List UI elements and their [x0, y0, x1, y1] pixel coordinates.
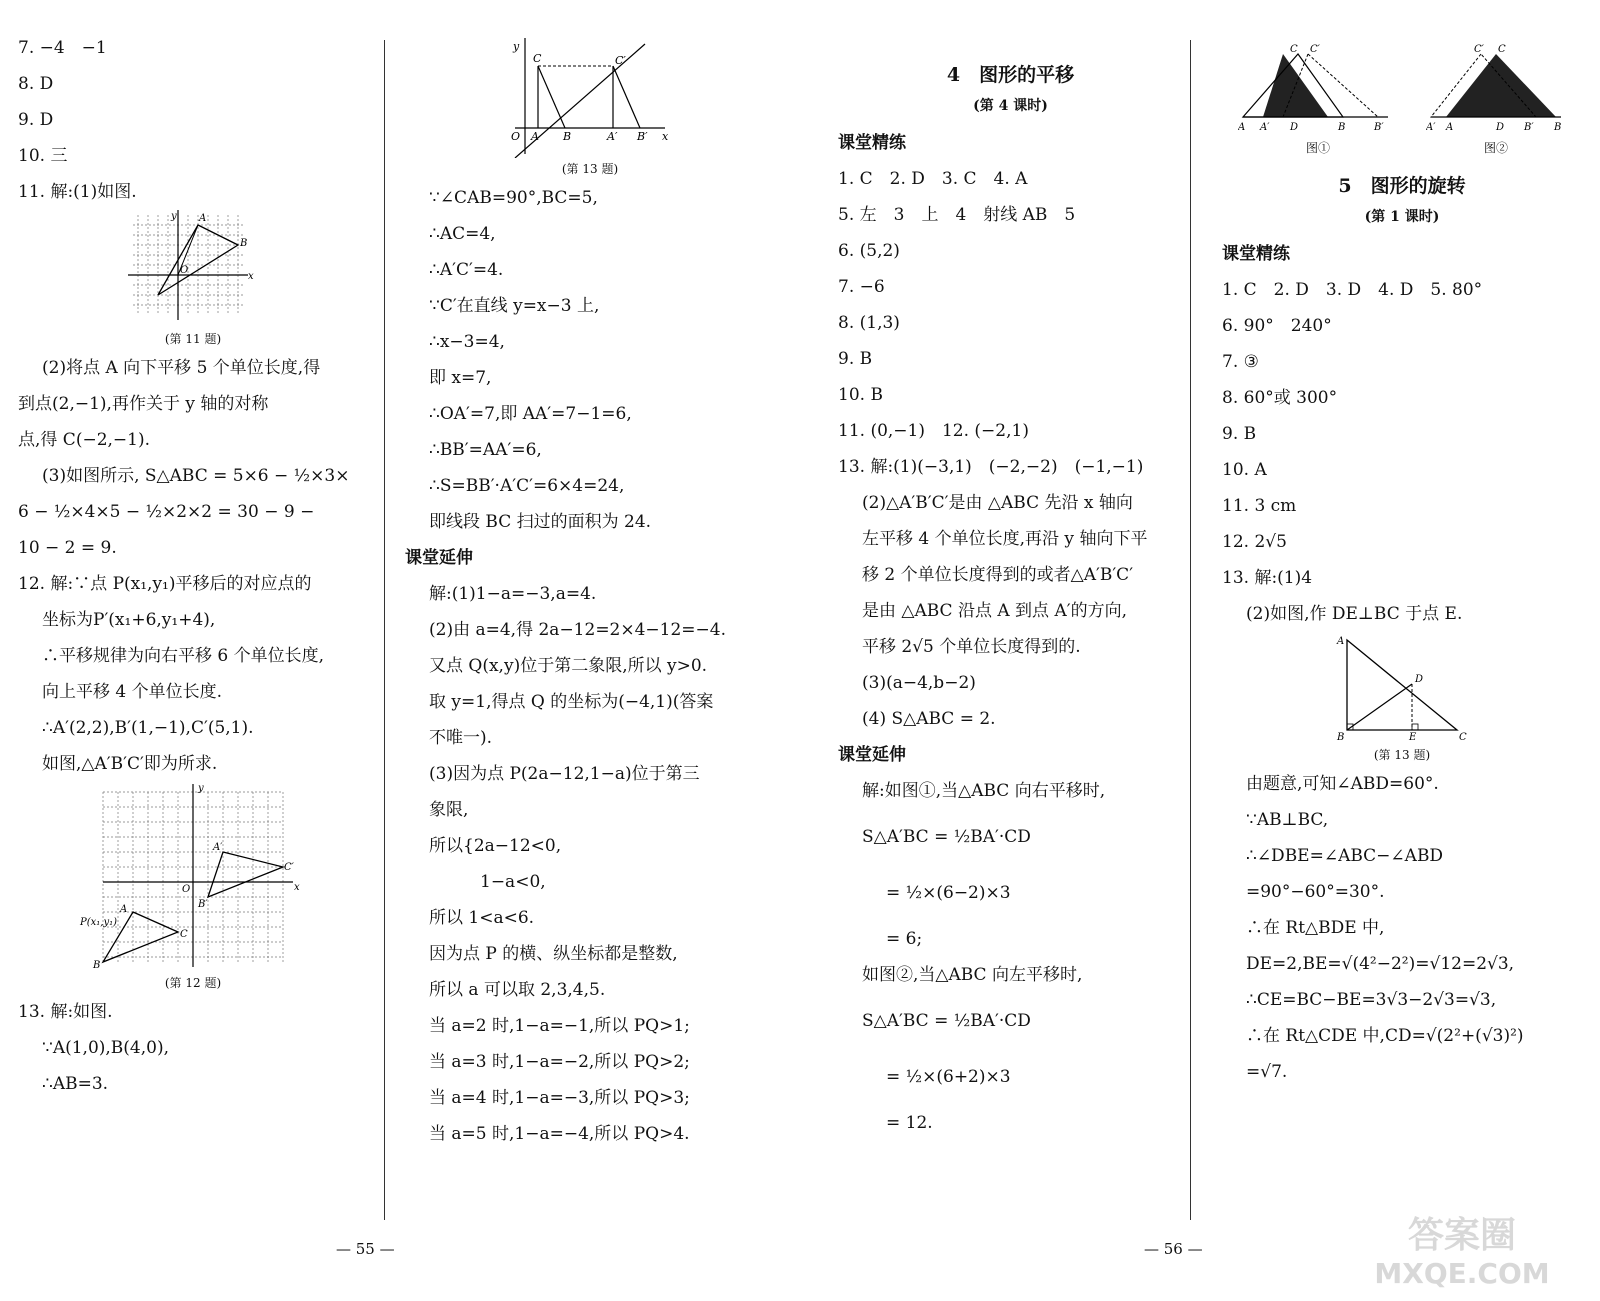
answer-line: ∵A(1,0),B(4,0),	[42, 1038, 169, 1058]
fig12-label-o: O	[182, 884, 191, 895]
column-3	[838, 48, 1183, 1141]
answer-line: (3)因为点 P(2a−12,1−a)位于第三	[429, 764, 700, 784]
answer-line: ∴在 Rt△CDE 中,CD=√(2²+(√3)²)	[1246, 1026, 1524, 1046]
column-divider	[1190, 40, 1191, 1220]
fig11-label-y: y	[171, 211, 177, 222]
answer-line: ∴x−3=4,	[429, 332, 505, 352]
answer-line: S△A′BC = ½BA′·CD	[862, 827, 1031, 847]
answer-line: 8. (1,3)	[838, 313, 900, 333]
answer-line: 13. 解:(1)(−3,1) (−2,−2) (−1,−1)	[838, 457, 1144, 477]
figure-2	[1426, 42, 1566, 132]
answer-line: 由题意,可知∠ABD=60°.	[1246, 774, 1439, 794]
fig2-label-c: C	[1498, 44, 1506, 55]
fig12-label-b: B	[93, 960, 101, 971]
lesson-subtitle: (第 4 课时)	[973, 98, 1048, 114]
fig12-label-y: y	[198, 783, 204, 794]
fig13-label-a1: A′	[607, 130, 618, 143]
answer-line: = 12.	[886, 1113, 933, 1133]
figure-12-caption: (第 12 题)	[164, 976, 222, 990]
figure-1	[1238, 42, 1398, 132]
answer-line: 不唯一).	[429, 728, 493, 748]
answer-line: 10. A	[1222, 460, 1267, 480]
watermark-line2: MXQE.COM	[1374, 1257, 1550, 1290]
answer-line: 7. −4 −1	[18, 38, 107, 58]
answer-line: ∴A′(2,2),B′(1,−1),C′(5,1).	[42, 718, 254, 738]
fig12-label-p: P(x₁,y₁)	[80, 917, 118, 928]
answer-line: ∴CE=BC−BE=3√3−2√3=√3,	[1246, 990, 1497, 1010]
answer-line: 1. C 2. D 3. D 4. D 5. 80°	[1222, 280, 1483, 300]
answer-line: ∴AB=3.	[42, 1074, 109, 1094]
answer-line: 9. B	[838, 349, 873, 369]
fig13-label-y: y	[513, 40, 520, 53]
answer-line: 即线段 BC 扫过的面积为 24.	[429, 512, 652, 532]
answer-line: 所以{2a−12<0,	[429, 836, 562, 856]
fig13b-label-a: A	[1337, 636, 1345, 647]
figure-13-coordinate	[505, 36, 675, 158]
answer-line: (3)(a−4,b−2)	[862, 673, 976, 693]
answer-line: 象限,	[429, 800, 469, 820]
answer-line: 取 y=1,得点 Q 的坐标为(−4,1)(答案	[429, 692, 714, 712]
page-number-left: — 55 —	[336, 1240, 395, 1258]
answer-line: 11. (0,−1) 12. (−2,1)	[838, 421, 1029, 441]
answer-line: 移 2 个单位长度得到的或者△A′B′C′	[862, 565, 1134, 585]
section-heading: 课堂延伸	[405, 548, 473, 568]
fig12-label-c: C	[180, 929, 188, 940]
answer-line: S△A′BC = ½BA′·CD	[862, 1011, 1031, 1031]
answer-line: 10 − 2 = 9.	[18, 538, 117, 558]
fig2-label-a1: A′	[1426, 122, 1436, 132]
answer-line: 6. (5,2)	[838, 241, 900, 261]
answer-line: 1−a<0,	[429, 872, 546, 892]
answer-line: ∴AC=4,	[429, 224, 496, 244]
answer-line: 向上平移 4 个单位长度.	[42, 682, 223, 702]
figure-1-block	[1238, 42, 1398, 159]
column-divider	[384, 40, 385, 1220]
watermark-logo	[1342, 1207, 1582, 1291]
answer-line: = 6;	[886, 929, 923, 949]
answer-line: 当 a=5 时,1−a=−4,所以 PQ>4.	[429, 1124, 690, 1144]
answer-line: ∵∠CAB=90°,BC=5,	[429, 188, 598, 208]
answer-line: 9. D	[18, 110, 54, 130]
section-heading: 课堂延伸	[838, 745, 906, 765]
answer-line: ∴A′C′=4.	[429, 260, 504, 280]
answer-line: ∵AB⊥BC,	[1246, 810, 1329, 830]
fig2-label-a: A	[1446, 122, 1454, 132]
answer-line: 5. 左 3 上 4 射线 AB 5	[838, 205, 1076, 225]
answer-line: 解:(1)1−a=−3,a=4.	[429, 584, 597, 604]
section-title: 4 图形的平移	[946, 64, 1075, 86]
answer-line: (4) S△ABC = 2.	[862, 709, 996, 729]
answer-line: 如图,△A′B′C′即为所求.	[42, 754, 218, 774]
answer-line: 坐标为P′(x₁+6,y₁+4),	[42, 610, 216, 630]
fig1-label-a: A	[1238, 122, 1246, 132]
fig2-label-b1: B′	[1524, 122, 1534, 132]
answer-line: 所以 a 可以取 2,3,4,5.	[429, 980, 606, 1000]
answer-line: 9. B	[1222, 424, 1257, 444]
column-1	[18, 30, 368, 1102]
fig1-label-b: B	[1338, 122, 1346, 132]
figure-13-caption: (第 13 题)	[561, 162, 619, 176]
answer-line: ∴在 Rt△BDE 中,	[1246, 918, 1385, 938]
fig13b-label-b: B	[1337, 732, 1345, 743]
fig13-label-b: B	[563, 130, 572, 143]
answer-line: 因为点 P 的横、纵坐标都是整数,	[429, 944, 678, 964]
answer-line: 10. B	[838, 385, 883, 405]
answer-line: 6. 90° 240°	[1222, 316, 1332, 336]
answer-line: =√7.	[1246, 1062, 1288, 1082]
answer-line: 10. 三	[18, 146, 68, 166]
answer-line: ∴平移规律为向右平移 6 个单位长度,	[42, 646, 325, 666]
fig11-label-x: x	[248, 271, 254, 282]
fig12-label-a: A	[120, 904, 128, 915]
page-number-right: — 56 —	[1144, 1240, 1203, 1258]
answer-line: 所以 1<a<6.	[429, 908, 535, 928]
section-heading: 课堂精练	[838, 133, 906, 153]
answer-line: (2)由 a=4,得 2a−12=2×4−12=−4.	[429, 620, 727, 640]
answer-line: (2)如图,作 DE⊥BC 于点 E.	[1246, 604, 1463, 624]
answer-line: DE=2,BE=√(4²−2²)=√12=2√3,	[1246, 954, 1515, 974]
fig1-label-c: C	[1290, 44, 1298, 55]
section-title: 5 图形的旋转	[1338, 175, 1466, 197]
fig13-label-c: C	[533, 52, 542, 65]
fig11-label-o: O	[180, 265, 189, 276]
fig13-label-a: A	[531, 130, 539, 143]
fig11-label-b: B	[240, 238, 248, 249]
answer-line: (2)△A′B′C′是由 △ABC 先沿 x 轴向	[862, 493, 1133, 513]
answer-line: 点,得 C(−2,−1).	[18, 430, 151, 450]
answer-line: 8. 60°或 300°	[1222, 388, 1338, 408]
watermark-line1: 答案圈	[1407, 1215, 1517, 1256]
answer-line: ∵C′在直线 y=x−3 上,	[429, 296, 600, 316]
fig13-label-c1: C′	[615, 54, 626, 67]
figure-11-caption: (第 11 题)	[164, 332, 222, 346]
answer-line: 平移 2√5 个单位长度得到的.	[862, 637, 1081, 657]
figure-1-caption: 图①	[1305, 141, 1330, 155]
fig2-label-d: D	[1496, 122, 1505, 132]
fig2-label-c1: C′	[1474, 44, 1484, 55]
answer-line: 当 a=3 时,1−a=−2,所以 PQ>2;	[429, 1052, 690, 1072]
fig1-label-d: D	[1290, 122, 1299, 132]
figure-2-caption: 图②	[1483, 141, 1508, 155]
fig1-label-c1: C′	[1310, 44, 1320, 55]
fig13b-label-e: E	[1409, 732, 1417, 743]
figure-12	[78, 782, 308, 972]
answer-line: 13. 解:如图.	[18, 1002, 113, 1022]
fig13b-label-c: C	[1459, 732, 1467, 743]
figure-13-triangle	[1327, 632, 1477, 744]
section-heading: 课堂精练	[1222, 244, 1290, 264]
figure-13-caption: (第 13 题)	[1373, 748, 1431, 762]
fig13-label-b1: B′	[637, 130, 648, 143]
answer-line: 1. C 2. D 3. C 4. A	[838, 169, 1028, 189]
lesson-subtitle: (第 1 课时)	[1364, 209, 1440, 225]
answer-line: =90°−60°=30°.	[1246, 882, 1385, 902]
answer-line: 12. 2√5	[1222, 532, 1287, 552]
answer-line: 当 a=2 时,1−a=−1,所以 PQ>1;	[429, 1016, 690, 1036]
fig2-label-b: B	[1554, 122, 1562, 132]
answer-line: ∴S=BB′·A′C′=6×4=24,	[429, 476, 625, 496]
answer-line: (3)如图所示, S△ABC = 5×6 − ½×3×	[42, 466, 350, 486]
answer-line: = ½×(6−2)×3	[886, 883, 1011, 903]
answer-line: ∴∠DBE=∠ABC−∠ABD	[1246, 846, 1444, 866]
answer-line: 如图②,当△ABC 向左平移时,	[862, 965, 1083, 985]
answer-line: (2)将点 A 向下平移 5 个单位长度,得	[42, 358, 321, 378]
figure-11	[128, 210, 258, 328]
fig13b-label-d: D	[1415, 674, 1424, 685]
fig11-label-a: A	[199, 213, 207, 224]
answer-line: 11. 3 cm	[1222, 496, 1297, 516]
fig12-label-c1: C′	[284, 862, 294, 873]
column-4	[1222, 42, 1582, 1090]
fig12-label-x: x	[294, 882, 300, 893]
fig12-label-b1: B′	[198, 899, 208, 910]
figure-2-block	[1426, 42, 1566, 159]
answer-line: 左平移 4 个单位长度,再沿 y 轴向下平	[862, 529, 1148, 549]
answer-line: 6 − ½×4×5 − ½×2×2 = 30 − 9 −	[18, 502, 315, 522]
column-2	[405, 36, 775, 1152]
answer-line: = ½×(6+2)×3	[886, 1067, 1011, 1087]
fig1-label-b1: B′	[1374, 122, 1384, 132]
answer-line: 又点 Q(x,y)位于第二象限,所以 y>0.	[429, 656, 708, 676]
translation-figures	[1222, 42, 1582, 159]
answer-line: 即 x=7,	[429, 368, 492, 388]
answer-line: 是由 △ABC 沿点 A 到点 A′的方向,	[862, 601, 1128, 621]
fig13-label-o: O	[511, 130, 521, 143]
fig12-label-a1: A′	[213, 842, 223, 853]
answer-line: 12. 解:∵点 P(x₁,y₁)平移后的对应点的	[18, 574, 312, 594]
answer-line: 13. 解:(1)4	[1222, 568, 1313, 588]
fig1-label-a1: A′	[1260, 122, 1270, 132]
answer-line: 7. ③	[1222, 352, 1259, 372]
answer-line: 11. 解:(1)如图.	[18, 182, 137, 202]
answer-line: 当 a=4 时,1−a=−3,所以 PQ>3;	[429, 1088, 690, 1108]
fig13-label-x: x	[662, 130, 669, 143]
answer-line: ∴BB′=AA′=6,	[429, 440, 542, 460]
answer-line: 7. −6	[838, 277, 885, 297]
answer-line: ∴OA′=7,即 AA′=7−1=6,	[429, 404, 632, 424]
answer-line: 8. D	[18, 74, 54, 94]
answer-line: 解:如图①,当△ABC 向右平移时,	[862, 781, 1106, 801]
answer-line: 到点(2,−1),再作关于 y 轴的对称	[18, 394, 269, 414]
